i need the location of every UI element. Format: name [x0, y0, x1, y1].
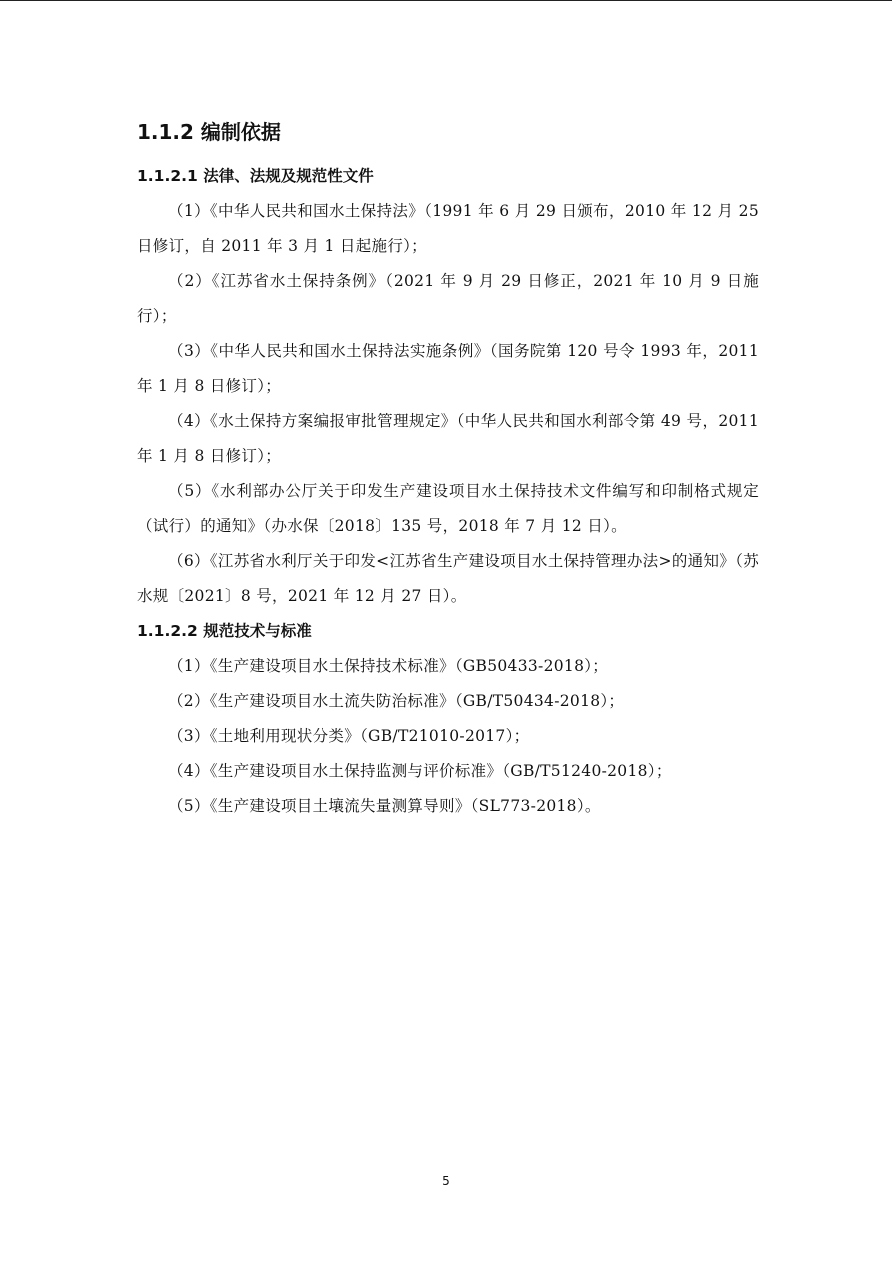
standard-item-4: （4）《生产建设项目水土保持监测与评价标准》（GB/T51240-2018）；: [168, 762, 672, 780]
law-item-6: （6）《江苏省水利厅关于印发<江苏省生产建设项目水土保持管理办法>的通知》（苏水规〔2021〕8 号，2021 年 12 月 27 日）。: [137, 552, 759, 605]
law-item-3: （3）《中华人民共和国水土保持法实施条例》（国务院第 120 号令 1993 年，2011 年 1 月 8 日修订）；: [137, 342, 759, 395]
page-content: [137, 117, 759, 824]
law-item-4: （4）《水土保持方案编报审批管理规定》（中华人民共和国水利部令第 49 号，2011 年 1 月 8 日修订）；: [137, 412, 759, 465]
law-item-1: （1）《中华人民共和国水土保持法》（1991 年 6 月 29 日颁布，2010 年 12 月 25 日修订，自 2011 年 3 月 1 日起施行）；: [137, 202, 759, 255]
page-number: 5: [442, 1174, 450, 1188]
subsection-heading-standards: 1.1.2.2 规范技术与标准: [137, 622, 312, 640]
standard-item-2: （2）《生产建设项目水土流失防治标准》（GB/T50434-2018）；: [168, 692, 625, 710]
standard-item-1: （1）《生产建设项目水土保持技术标准》（GB50433-2018）；: [168, 657, 609, 675]
law-item-5: （5）《水利部办公厅关于印发生产建设项目水土保持技术文件编写和印制格式规定（试行）的通知》（办水保〔2018〕135 号，2018 年 7 月 12 日）。: [137, 482, 759, 535]
law-item-2: （2）《江苏省水土保持条例》（2021 年 9 月 29 日修正，2021 年 10 月 9 日施行）；: [137, 272, 759, 325]
standard-item-3: （3）《土地利用现状分类》（GB/T21010-2017）；: [168, 727, 530, 745]
section-heading: 1.1.2 编制依据: [137, 120, 281, 144]
standard-item-5: （5）《生产建设项目土壤流失量测算导则》（SL773-2018）。: [168, 797, 601, 815]
subsection-heading-laws: 1.1.2.1 法律、法规及规范性文件: [137, 167, 374, 185]
